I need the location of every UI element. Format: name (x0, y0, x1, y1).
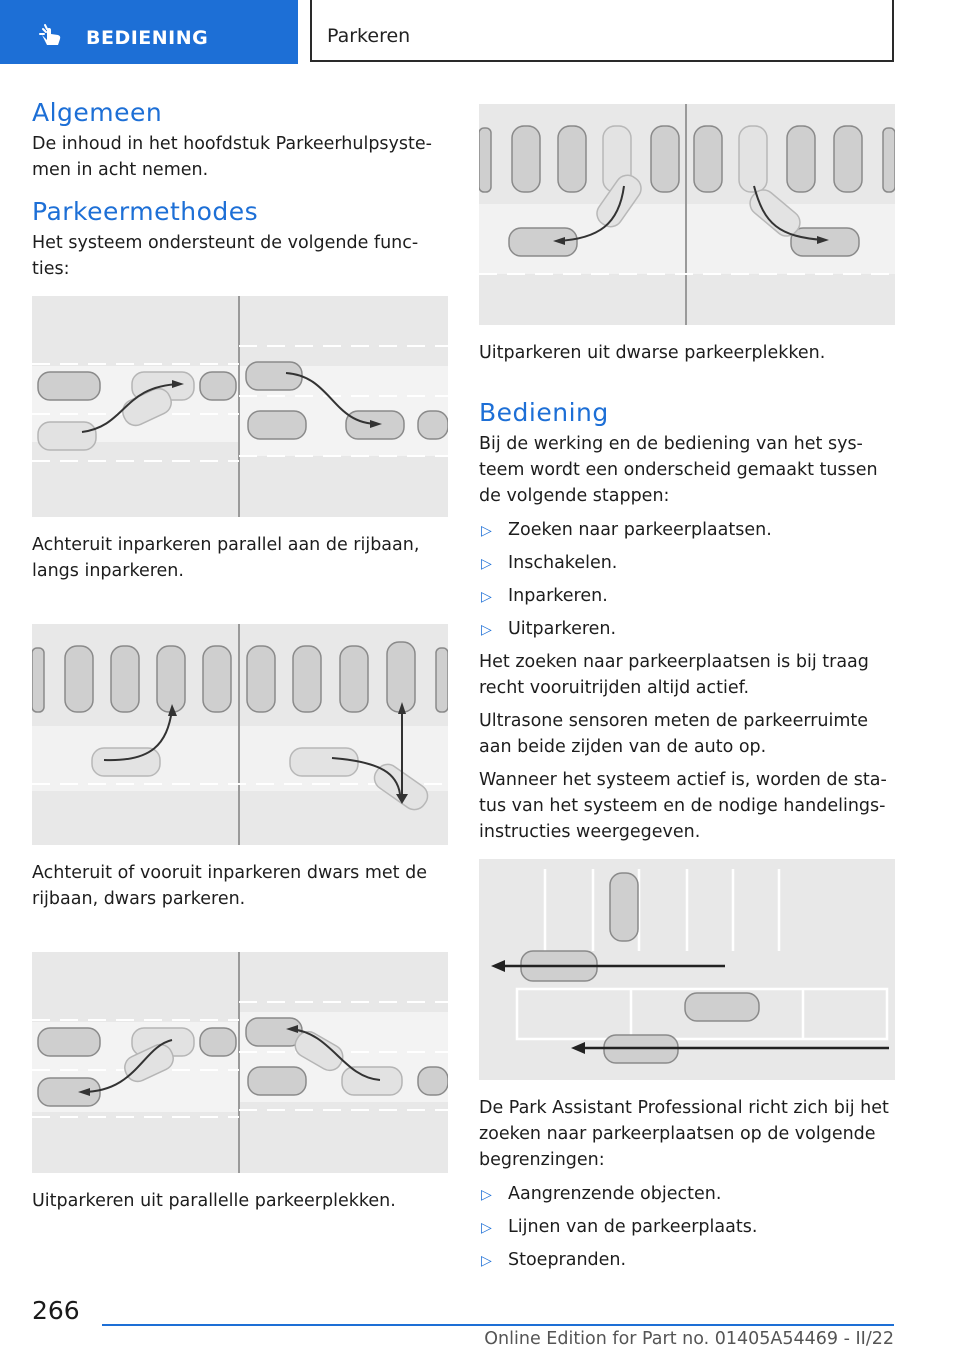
right-column (479, 104, 895, 1280)
figure-parallel-uitparkeren (32, 952, 448, 1173)
caption-figure-2: Achteruit of vooruit inparkeren dwars met de rijbaan, dwars parkeren. (32, 863, 427, 909)
triangle-bullet-icon: ▷ (481, 1253, 492, 1269)
list-item: ▷ Lijnen van de parkeerplaats. (479, 1214, 895, 1240)
text-algemeen: De inhoud in het hoofdstuk Parkeerhulpsyste-men in acht nemen. (32, 134, 432, 180)
figure-parallel-inparkeren (32, 296, 448, 517)
triangle-bullet-icon: ▷ (481, 1187, 492, 1203)
section-title: BEDIENING (86, 27, 209, 49)
chapter-box (310, 0, 894, 62)
steps-list (479, 517, 895, 642)
figure-dwars-parkeren (32, 624, 448, 845)
figure-zoeken-parkeerplaats (479, 859, 895, 1080)
heading-parkeermethodes: Parkeermethodes (32, 197, 259, 226)
list-item: ▷ Aangrenzende objecten. (479, 1181, 895, 1207)
triangle-bullet-icon: ▷ (481, 556, 492, 572)
list-item: ▷ Stoepranden. (479, 1247, 895, 1273)
pointing-hand-icon (38, 22, 64, 48)
section-parkeermethodes (32, 197, 448, 282)
list-item: ▷ Zoeken naar parkeerplaatsen. (479, 517, 895, 543)
text-parkeermethodes: Het systeem ondersteunt de volgende func-ties: (32, 233, 419, 279)
edition-info: Online Edition for Part no. 01405A54469 - II/22 (484, 1329, 894, 1349)
list-item: ▷ Uitparkeren. (479, 616, 895, 642)
caption-figure-1: Achteruit inparkeren parallel aan de rijbaan, langs inparkeren. (32, 535, 420, 581)
heading-algemeen: Algemeen (32, 98, 163, 127)
triangle-bullet-icon: ▷ (481, 589, 492, 605)
caption-figure-4: Uitparkeren uit dwarse parkeerplekken. (479, 343, 826, 363)
figure-dwars-uitparkeren (479, 104, 895, 325)
heading-bediening: Bediening (479, 398, 609, 427)
section-bediening (479, 398, 895, 845)
caption-figure-5: De Park Assistant Professional richt zich bij het zoeken naar parkeerplaatsen op de volgende begrenzingen: (479, 1098, 889, 1170)
caption-figure-3: Uitparkeren uit parallelle parkeerplekken. (32, 1191, 396, 1211)
chapter-title: Parkeren (327, 25, 411, 47)
text-bediening-intro: Bij de werking en de bediening van het sys-teem wordt een onderscheid gemaakt tussen de volgende stappen: (479, 434, 878, 506)
triangle-bullet-icon: ▷ (481, 1220, 492, 1236)
page-number: 266 (32, 1296, 80, 1325)
section-algemeen (32, 98, 448, 183)
paragraph: Ultrasone sensoren meten de parkeerruimte aan beide zijden van de auto op. (479, 711, 869, 757)
list-item: ▷ Inschakelen. (479, 550, 895, 576)
footer-divider (102, 1324, 894, 1326)
list-item: ▷ Inparkeren. (479, 583, 895, 609)
paragraph: Het zoeken naar parkeerplaatsen is bij traag recht vooruitrijden altijd actief. (479, 652, 869, 698)
limits-list (479, 1181, 895, 1273)
section-tab (0, 0, 298, 64)
left-column (32, 98, 448, 1254)
triangle-bullet-icon: ▷ (481, 523, 492, 539)
triangle-bullet-icon: ▷ (481, 622, 492, 638)
paragraph: Wanneer het systeem actief is, worden de sta-tus van het systeem en de nodige handelings-instructies weergegeven. (479, 770, 887, 842)
